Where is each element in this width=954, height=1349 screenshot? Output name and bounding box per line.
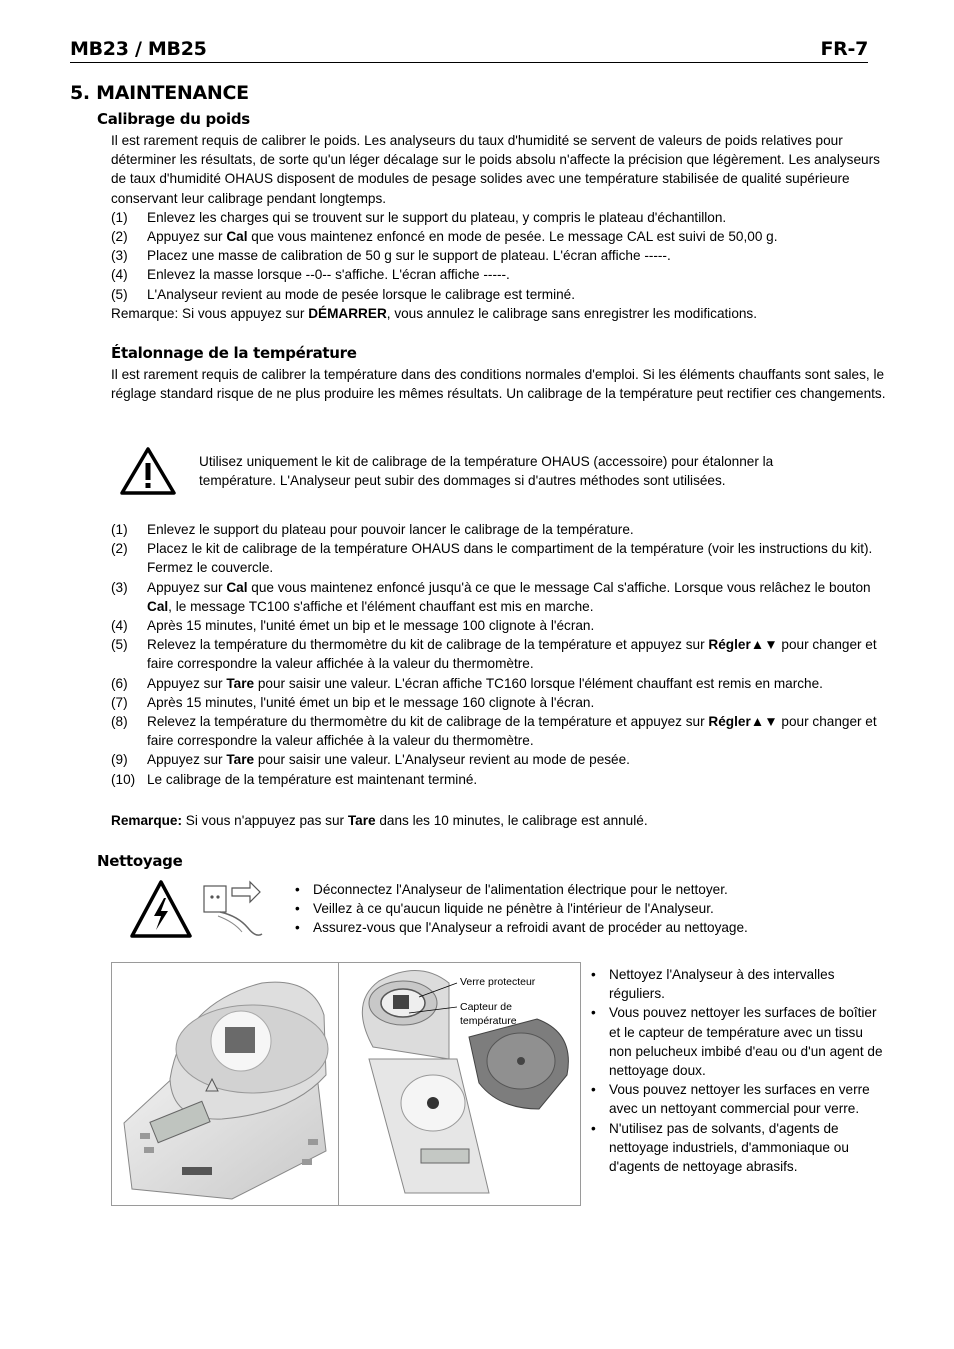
temp-cal-steps xyxy=(111,520,891,789)
list-item: (3) Placez une masse de calibration de 50 g sur le support de plateau. L'écran affiche -----. xyxy=(111,248,671,264)
list-item: (5) Relevez la température du thermomètre du kit de calibrage de la température et appuyez sur Régler▲▼ pour changer et faire correspondre la valeur affichée à la valeur du thermomètre. xyxy=(111,637,877,672)
list-item: • Assurez-vous que l'Analyseur a refroidi avant de procéder au nettoyage. xyxy=(291,918,851,937)
list-item: • Déconnectez l'Analyseur de l'alimentation électrique pour le nettoyer. xyxy=(291,880,851,899)
temp-cal-intro: Il est rarement requis de calibrer la température dans des conditions normales d'emploi. Si les éléments chauffants sont sales, le réglage standard risque de ne plus produire les mêmes résultats. Un calibrage de la température peut rectifier ces changements. xyxy=(111,367,886,402)
list-item: (2) Appuyez sur Cal que vous maintenez enfoncé en mode de pesée. Le message CAL est suivi de 50,00 g. xyxy=(111,229,778,245)
list-item: (4) Enlevez la masse lorsque --0-- s'affiche. L'écran affiche -----. xyxy=(111,267,510,283)
callout-temp-sensor-line1: Capteur de xyxy=(460,1001,512,1013)
list-item: (8) Relevez la température du thermomètre du kit de calibrage de la température et appuyez sur Régler▲▼ pour changer et faire correspondre la valeur affichée à la valeur du thermomètre. xyxy=(111,714,877,749)
list-item: (1) Enlevez les charges qui se trouvent sur le support du plateau, y compris le plateau d'échantillon. xyxy=(111,209,727,225)
list-item: (9) Appuyez sur Tare pour saisir une valeur. L'Analyseur revient au mode de pesée. xyxy=(111,752,630,768)
warning-triangle-icon xyxy=(119,446,177,496)
list-item: (3) Appuyez sur Cal que vous maintenez enfoncé jusqu'à ce que le message Cal s'affiche. Lorsque vous relâchez le bouton Cal, le message TC100 s'affiche et l'élément chauffant est mis en marche. xyxy=(111,579,871,614)
electric-hazard-icon xyxy=(128,878,194,940)
cleaning-heading: Nettoyage xyxy=(97,852,183,870)
cleaning-instructions-list xyxy=(587,965,887,1176)
weight-cal-note: Remarque: Si vous appuyez sur DÉMARRER, vous annulez le calibrage sans enregistrer les modifications. xyxy=(111,305,758,321)
weight-cal-intro: Il est rarement requis de calibrer le poids. Les analyseurs du taux d'humidité se servent de valeurs de poids relatives pour déterminer les résultats, de sorte qu'un léger décalage sur le poids absolu n'affecte la précision que légèrement. Les analyseurs de taux d'humidité OHAUS disposent de modules de pesage solides avec une température stabilisée de qualité supérieure conservant leur calibrage pendant longtemps. xyxy=(111,133,880,206)
list-item: (7) Après 15 minutes, l'unité émet un bip et le message 160 clignote à l'écran. xyxy=(111,694,595,710)
page-header xyxy=(70,38,868,63)
list-item: (4) Après 15 minutes, l'unité émet un bip et le message 100 clignote à l'écran. xyxy=(111,618,595,634)
cleaning-safety-list xyxy=(291,880,851,938)
section-title: 5. MAINTENANCE xyxy=(70,82,249,104)
temp-cal-note: Remarque: Si vous n'appuyez pas sur Tare dans les 10 minutes, le calibrage est annulé. xyxy=(111,813,648,828)
unplug-icon xyxy=(198,876,270,942)
callout-temp-sensor-line2: température xyxy=(460,1015,517,1027)
list-item: • Veillez à ce qu'aucun liquide ne pénètre à l'intérieur de l'Analyseur. xyxy=(291,899,851,918)
list-item: (5) L'Analyseur revient au mode de pesée lorsque le calibrage est terminé. xyxy=(111,286,576,302)
list-item: (10) Le calibrage de la température est maintenant terminé. xyxy=(111,771,478,787)
list-item: • N'utilisez pas de solvants, d'agents de nettoyage industriels, d'ammoniaque ou d'agents de nettoyage abrasifs. xyxy=(587,1119,887,1177)
list-item: • Nettoyez l'Analyseur à des intervalles réguliers. xyxy=(587,965,887,1003)
list-item: • Vous pouvez nettoyer les surfaces en verre avec un nettoyant commercial pour verre. xyxy=(587,1080,887,1118)
list-item: (1) Enlevez le support du plateau pour pouvoir lancer le calibrage de la température. xyxy=(111,522,634,537)
weight-cal-heading: Calibrage du poids xyxy=(97,110,250,128)
list-item: • Vous pouvez nettoyer les surfaces de boîtier et le capteur de température avec un tissu non pelucheux imbibé d'eau ou d'un agent de nettoyage doux. xyxy=(587,1003,887,1080)
page-number: FR-7 xyxy=(820,38,868,60)
list-item: (6) Appuyez sur Tare pour saisir une valeur. L'écran affiche TC160 lorsque l'élément chauffant est remis en marche. xyxy=(111,675,823,691)
analyzer-closed-photo xyxy=(112,963,338,1204)
analyzer-open-photo xyxy=(339,963,579,1204)
list-item: (2) Placez le kit de calibrage de la température OHAUS dans le compartiment de la température (voir les instructions du kit). Fermez le couvercle. xyxy=(111,541,873,576)
weight-cal-body xyxy=(111,131,891,323)
model-name: MB23 / MB25 xyxy=(70,38,207,60)
warning-text: Utilisez uniquement le kit de calibrage de la température OHAUS (accessoire) pour étalonner la température. L'Analyseur peut subir des dommages si d'autres méthodes sont utilisées. xyxy=(199,454,774,489)
callout-protective-glass: Verre protecteur xyxy=(460,976,536,988)
temp-cal-heading: Étalonnage de la température xyxy=(111,344,357,362)
